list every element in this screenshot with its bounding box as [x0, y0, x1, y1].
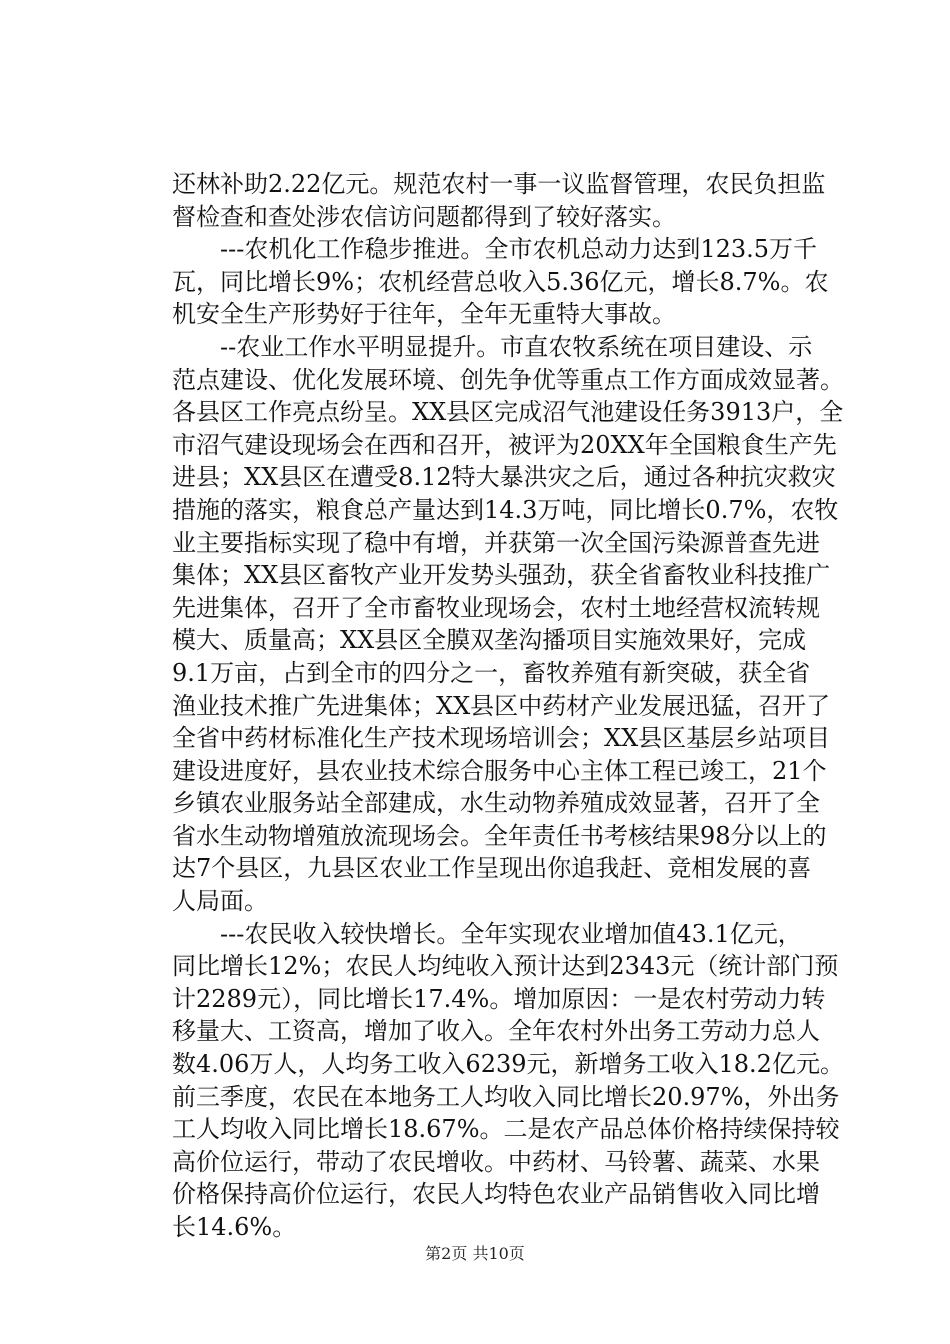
text-line: 范点建设、优化发展环境、创先争优等重点工作方面成效显著。 — [172, 365, 844, 394]
text-line: 模大、质量高；XX县区全膜双垄沟播项目实施效果好，完成 — [172, 626, 807, 655]
text-line: 措施的落实，粮食总产量达到14.3万吨，同比增长0.7%，农牧 — [172, 495, 839, 524]
text-line: 9.1万亩，占到全市的四分之一，畜牧养殖有新突破，获全省 — [172, 658, 811, 687]
text-line: 高价位运行，带动了农民增收。中药材、马铃薯、蔬菜、水果 — [172, 1147, 820, 1176]
text-line: ---农机化工作稳步推进。全市农机总动力达到123.5万千 — [220, 235, 818, 264]
text-line: 乡镇农业服务站全部建成，水生动物养殖成效显著，召开了全 — [172, 789, 820, 818]
text-line: 建设进度好，县农业技术综合服务中心主体工程已竣工，21个 — [172, 756, 827, 785]
body-text — [172, 168, 848, 1244]
text-line: 市沼气建设现场会在西和召开，被评为20XX年全国粮食生产先 — [172, 430, 837, 459]
text-line: 人局面。 — [172, 887, 268, 916]
text-line: --农业工作水平明显提升。市直农牧系统在项目建设、示 — [220, 332, 813, 361]
text-line: 机安全生产形势好于往年，全年无重特大事故。 — [172, 300, 676, 329]
text-line: 业主要指标实现了稳中有增，并获第一次全国污染源普查先进 — [172, 528, 820, 557]
text-line: 进县；XX县区在遭受8.12特大暴洪灾之后，通过各种抗灾救灾 — [172, 463, 836, 492]
text-line: 还林补助2.22亿元。规范农村一事一议监督管理，农民负担监 — [172, 170, 826, 198]
text-line: 省水生动物增殖放流现场会。全年责任书考核结果98分以上的 — [172, 821, 827, 850]
text-line: 工人均收入同比增长18.67%。二是农产品总体价格持续保持较 — [172, 1115, 840, 1144]
text-line: 前三季度，农民在本地务工人均收入同比增长20.97%，外出务 — [172, 1082, 840, 1111]
text-line: 价格保持高价位运行，农民人均特色农业产品销售收入同比增 — [172, 1180, 820, 1209]
text-line: 先进集体，召开了全市畜牧业现场会，农村土地经营权流转规 — [172, 593, 820, 622]
text-line: 移量大、工资高，增加了收入。全年农村外出务工劳动力总人 — [172, 1017, 820, 1046]
text-line: 达7个县区，九县区农业工作呈现出你追我赶、竞相发展的喜 — [172, 854, 812, 883]
text-line: 同比增长12%；农民人均纯收入预计达到2343元（统计部门预 — [172, 952, 839, 981]
text-line: 渔业技术推广先进集体；XX县区中药材产业发展迅猛，召开了 — [172, 691, 831, 720]
text-line: 督检查和查处涉农信访问题都得到了较好落实。 — [172, 202, 676, 231]
text-line: 计2289元），同比增长17.4%。增加原因：一是农村劳动力转 — [172, 984, 826, 1013]
text-line: 瓦，同比增长9%；农机经营总收入5.36亿元，增长8.7%。农 — [172, 267, 829, 296]
text-line: 全省中药材标准化生产技术现场培训会；XX县区基层乡站项目 — [172, 724, 831, 753]
text-line: 长14.6%。 — [172, 1213, 297, 1241]
text-line: ---农民收入较快增长。全年实现农业增加值43.1亿元， — [220, 919, 802, 948]
text-line: 数4.06万人，人均务工收入6239元，新增务工收入18.2亿元。 — [172, 1050, 844, 1079]
text-line: 集体；XX县区畜牧产业开发势头强劲，获全省畜牧业科技推广 — [172, 561, 831, 590]
text-line: 各县区工作亮点纷呈。XX县区完成沼气池建设任务3913户，全 — [172, 398, 844, 427]
page-footer: 第2页 共10页 — [425, 1244, 525, 1263]
